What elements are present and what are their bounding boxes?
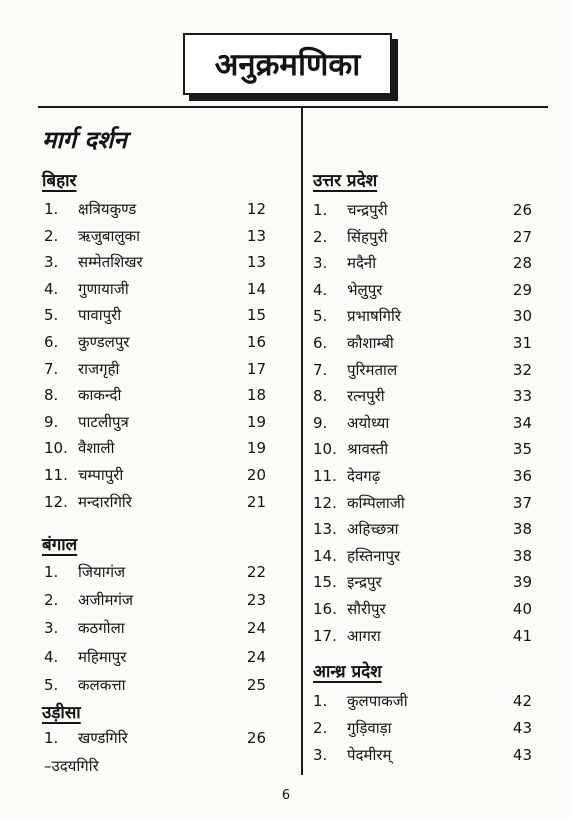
entry-number: 5. xyxy=(44,306,59,325)
entry-number: 2. xyxy=(44,226,59,245)
entry-name: पाटलीपुत्र xyxy=(78,412,129,431)
index-entry xyxy=(313,690,532,712)
entry-page: 24 xyxy=(246,647,266,666)
entry-number: 11. xyxy=(313,467,337,485)
index-entry xyxy=(44,589,266,611)
index-entry xyxy=(313,252,532,274)
entry-name: मदैनी xyxy=(347,254,377,273)
index-entry xyxy=(44,225,266,247)
horizontal-rule xyxy=(38,106,548,108)
entry-name: काकन्दी xyxy=(78,386,122,405)
index-entry xyxy=(44,411,266,433)
entry-name: चम्पापुरी xyxy=(78,466,124,484)
entry-number: 8. xyxy=(44,386,59,405)
entry-number: 6. xyxy=(44,333,59,351)
section-heading: आन्ध्र प्रदेश xyxy=(313,662,382,682)
index-entry xyxy=(44,491,266,513)
entry-number: 3. xyxy=(44,253,59,272)
entry-page: 42 xyxy=(512,692,532,710)
entry-name: पावापुरी xyxy=(78,306,122,325)
entry-number: 17. xyxy=(313,626,337,645)
index-entry xyxy=(313,412,532,434)
index-entry xyxy=(44,727,266,749)
entry-number: 5. xyxy=(44,675,59,694)
entry-number: 4. xyxy=(44,647,59,666)
entry-name: वैशाली xyxy=(78,439,115,458)
entry-name: मन्दारगिरि xyxy=(78,492,132,511)
entry-page: 22 xyxy=(246,563,266,581)
index-entry xyxy=(313,717,532,739)
entry-page: 28 xyxy=(512,254,532,273)
entry-page: 33 xyxy=(512,387,532,406)
entry-page: 21 xyxy=(246,492,266,511)
section-heading: उत्तर प्रदेश xyxy=(313,171,378,191)
index-title-box xyxy=(183,33,392,95)
section-heading: उड़ीसा xyxy=(42,703,81,723)
entry-page: 13 xyxy=(246,226,266,245)
index-entry xyxy=(313,359,532,381)
entry-page: 43 xyxy=(512,719,532,737)
entry-name: प्रभाषगिरि xyxy=(347,307,401,326)
entry-name: कठगोला xyxy=(78,619,125,638)
entry-page: 17 xyxy=(246,359,266,378)
entry-page: 37 xyxy=(512,493,532,512)
entry-page: 40 xyxy=(512,600,532,618)
entry-page: 32 xyxy=(512,360,532,379)
entry-number: 1. xyxy=(44,563,59,581)
entry-name: इन्द्रपुर xyxy=(347,573,382,592)
entry-name: हस्तिनापुर xyxy=(347,546,401,565)
entry-number: 2. xyxy=(44,591,59,610)
index-entry xyxy=(313,279,532,301)
entry-number: 9. xyxy=(313,413,328,432)
page-number: 6 xyxy=(281,788,291,803)
entry-page: 25 xyxy=(246,675,266,694)
entry-page: 23 xyxy=(246,591,266,610)
entry-name: सम्मेतशिखर xyxy=(78,253,143,272)
index-entry xyxy=(313,305,532,327)
entry-page: 36 xyxy=(512,467,532,485)
entry-name: सिंहपुरी xyxy=(347,227,388,246)
entry-page: 19 xyxy=(246,439,266,458)
column-divider xyxy=(301,107,303,775)
entry-number: 4. xyxy=(44,279,59,298)
index-entry xyxy=(313,438,532,460)
index-entry xyxy=(313,545,532,567)
entry-number: 1. xyxy=(44,729,59,747)
entry-name: महिमापुर xyxy=(78,647,127,666)
entry-name: –उदयगिरि xyxy=(44,756,99,775)
entry-name: गुड़िवाड़ा xyxy=(347,719,392,737)
entry-number: 7. xyxy=(44,359,59,378)
index-entry xyxy=(44,437,266,459)
entry-page: 13 xyxy=(246,253,266,272)
entry-number: 12. xyxy=(44,492,68,511)
entry-name: श्रावस्ती xyxy=(347,440,389,459)
entry-number: 3. xyxy=(313,746,328,764)
entry-name: देवगढ़ xyxy=(347,467,381,485)
index-entry xyxy=(44,358,266,380)
entry-page: 38 xyxy=(512,546,532,565)
entry-number: 1. xyxy=(313,201,328,219)
entry-page: 30 xyxy=(512,307,532,326)
index-entry xyxy=(44,674,266,696)
section-heading: बंगाल xyxy=(42,535,78,555)
index-entry xyxy=(44,384,266,406)
entry-number: 10. xyxy=(313,440,337,459)
entry-name: रत्नपुरी xyxy=(347,387,385,406)
entry-name: चन्द्रपुरी xyxy=(347,201,388,219)
entry-name: गुणायाजी xyxy=(78,279,129,298)
entry-page: 35 xyxy=(512,440,532,459)
entry-name: क्षत्रियकुण्ड xyxy=(78,200,137,218)
entry-name: आगरा xyxy=(347,626,381,645)
entry-number: 7. xyxy=(313,360,328,379)
entry-name: अहिच्छत्रा xyxy=(347,520,399,539)
entry-number: 16. xyxy=(313,600,337,618)
entry-name: कौशाम्बी xyxy=(347,334,394,352)
entry-page: 16 xyxy=(246,333,266,351)
entry-name: कुलपाकजी xyxy=(347,692,408,710)
entry-page: 26 xyxy=(512,201,532,219)
entry-page: 34 xyxy=(512,413,532,432)
entry-page: 26 xyxy=(246,729,266,747)
entry-number: 8. xyxy=(313,387,328,406)
index-entry xyxy=(313,199,532,221)
entry-name: कलकत्ता xyxy=(78,675,126,694)
entry-name: अजीमगंज xyxy=(78,591,134,610)
index-entry xyxy=(313,625,532,647)
section-heading: बिहार xyxy=(42,171,77,191)
entry-name: अयोध्या xyxy=(347,413,390,432)
entry-number: 12. xyxy=(313,493,337,512)
entry-name: कुण्डलपुर xyxy=(78,333,130,351)
entry-number: 1. xyxy=(313,692,328,710)
main-heading: मार्ग दर्शन xyxy=(42,126,127,154)
entry-page: 41 xyxy=(512,626,532,645)
entry-number: 6. xyxy=(313,334,328,352)
entry-name: कम्पिलाजी xyxy=(347,493,405,512)
entry-number: 4. xyxy=(313,280,328,299)
index-title: अनुक्रमणिका xyxy=(214,47,361,83)
entry-name: पुरिमताल xyxy=(347,360,398,379)
entry-number: 9. xyxy=(44,412,59,431)
index-entry xyxy=(44,755,266,777)
entry-number: 3. xyxy=(313,254,328,273)
entry-page: 24 xyxy=(246,619,266,638)
index-entry xyxy=(44,617,266,639)
index-entry xyxy=(313,226,532,248)
entry-number: 14. xyxy=(313,546,337,565)
index-entry xyxy=(44,646,266,668)
index-entry xyxy=(44,251,266,273)
entry-page: 14 xyxy=(246,279,266,298)
index-entry xyxy=(313,571,532,593)
index-entry xyxy=(313,518,532,540)
index-entry xyxy=(44,198,266,220)
index-entry xyxy=(44,331,266,353)
entry-number: 3. xyxy=(44,619,59,638)
entry-page: 18 xyxy=(246,386,266,405)
entry-name: भेलुपुर xyxy=(347,280,383,299)
entry-page: 31 xyxy=(512,334,532,352)
entry-number: 10. xyxy=(44,439,68,458)
entry-number: 2. xyxy=(313,227,328,246)
index-entry xyxy=(44,304,266,326)
entry-name: सौरीपुर xyxy=(347,600,386,618)
entry-page: 20 xyxy=(246,466,266,484)
index-entry xyxy=(313,385,532,407)
entry-number: 15. xyxy=(313,573,337,592)
entry-number: 1. xyxy=(44,200,59,218)
index-entry xyxy=(44,278,266,300)
entry-name: ऋजुबालुका xyxy=(78,226,140,245)
index-entry xyxy=(313,492,532,514)
index-entry xyxy=(44,561,266,583)
index-entry xyxy=(313,598,532,620)
index-entry xyxy=(313,744,532,766)
index-entry xyxy=(313,332,532,354)
entry-number: 2. xyxy=(313,719,328,737)
entry-number: 5. xyxy=(313,307,328,326)
entry-page: 39 xyxy=(512,573,532,592)
entry-page: 12 xyxy=(246,200,266,218)
index-entry xyxy=(44,464,266,486)
entry-page: 27 xyxy=(512,227,532,246)
entry-page: 38 xyxy=(512,520,532,539)
entry-name: खण्डगिरि xyxy=(78,729,128,747)
entry-number: 13. xyxy=(313,520,337,539)
entry-page: 43 xyxy=(512,746,532,764)
entry-name: पेदमीरम् xyxy=(347,746,392,764)
entry-name: जियागंज xyxy=(78,563,126,581)
entry-page: 15 xyxy=(246,306,266,325)
index-entry xyxy=(313,465,532,487)
entry-page: 19 xyxy=(246,412,266,431)
entry-number: 11. xyxy=(44,466,68,484)
entry-page: 29 xyxy=(512,280,532,299)
entry-name: राजगृही xyxy=(78,359,120,378)
